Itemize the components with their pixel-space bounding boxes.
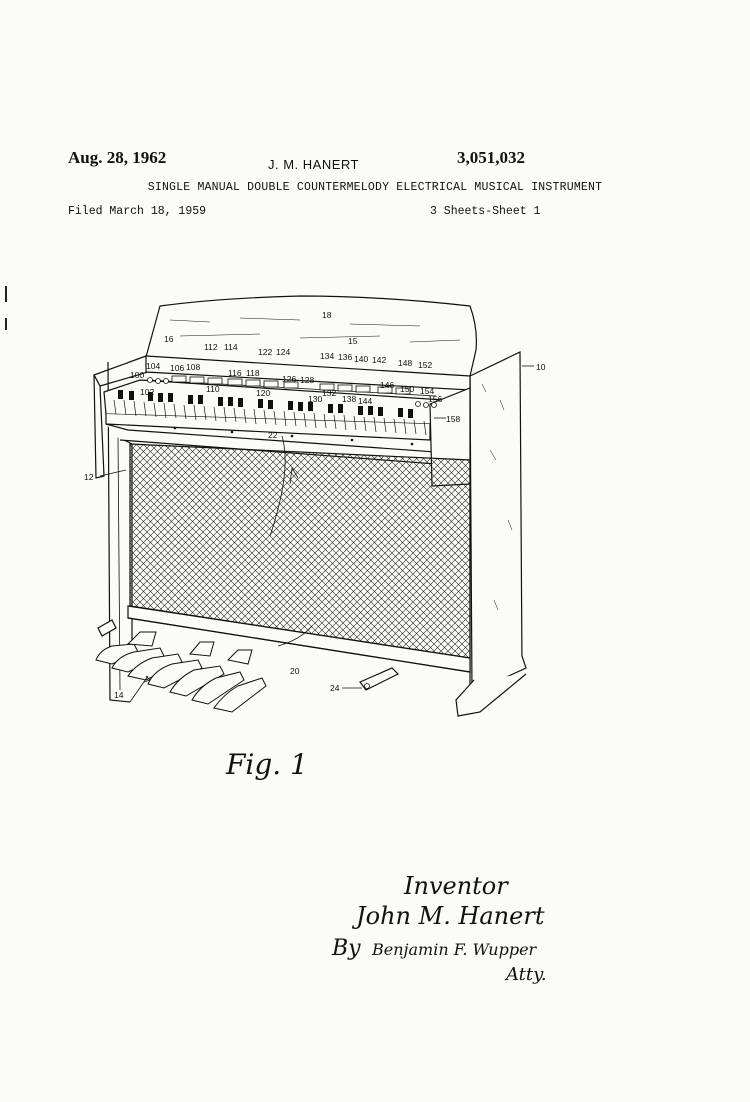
ref-132: 132 bbox=[322, 388, 337, 398]
ref-106: 106 bbox=[170, 363, 185, 373]
filing-date: Filed March 18, 1959 bbox=[68, 205, 207, 218]
ref-148: 148 bbox=[398, 358, 413, 368]
signature-role: Inventor bbox=[404, 872, 508, 900]
right-end-panel bbox=[470, 352, 522, 692]
ref-134: 134 bbox=[320, 351, 335, 361]
ref-140: 140 bbox=[354, 354, 369, 364]
ref-104: 104 bbox=[146, 361, 161, 371]
ref-120: 120 bbox=[256, 388, 271, 398]
ref-102: 102 bbox=[140, 387, 155, 397]
ref-128: 128 bbox=[300, 375, 315, 385]
signature-block bbox=[331, 872, 547, 985]
ref-114: 114 bbox=[224, 342, 238, 352]
ref-24: 24 bbox=[330, 683, 340, 693]
sheet-count: 3 Sheets-Sheet 1 bbox=[430, 205, 541, 218]
ref-10: 10 bbox=[536, 362, 546, 372]
ref-122: 122 bbox=[258, 347, 273, 357]
ref-22: 22 bbox=[268, 430, 278, 440]
ref-156: 156 bbox=[428, 394, 443, 404]
ref-130: 130 bbox=[308, 394, 323, 404]
leader-14 bbox=[130, 676, 148, 702]
signature-inventor: John M. Hanert bbox=[356, 902, 545, 930]
ref-126: 126 bbox=[282, 374, 297, 384]
ref-108: 108 bbox=[186, 362, 201, 372]
figure-caption: Fig. 1 bbox=[226, 748, 308, 781]
patent-date: Aug. 28, 1962 bbox=[68, 148, 167, 167]
ref-100: 100 bbox=[130, 370, 145, 380]
ref-18: 18 bbox=[322, 310, 332, 320]
signature-by: By bbox=[332, 936, 361, 961]
ref-152: 152 bbox=[418, 360, 433, 370]
ref-146: 146 bbox=[380, 380, 395, 390]
pedal-board bbox=[96, 632, 266, 712]
ref-158: 158 bbox=[446, 414, 461, 424]
signature-attorney: Benjamin F. Wupper bbox=[372, 940, 537, 959]
ref-136: 136 bbox=[338, 352, 353, 362]
ref-12: 12 bbox=[84, 472, 94, 482]
ref-20: 20 bbox=[290, 666, 300, 676]
ref-15: 15 bbox=[348, 336, 358, 346]
inventor-name: J. M. HANERT bbox=[268, 157, 359, 172]
patent-number: 3,051,032 bbox=[457, 148, 525, 167]
signature-atty-title: Atty. bbox=[506, 964, 547, 985]
ref-138: 138 bbox=[342, 394, 357, 404]
ref-150: 150 bbox=[400, 384, 415, 394]
ref-118: 118 bbox=[246, 368, 260, 378]
ref-142: 142 bbox=[372, 355, 387, 365]
ref-116: 116 bbox=[228, 368, 242, 378]
ref-110: 110 bbox=[206, 384, 220, 394]
ref-154: 154 bbox=[420, 386, 435, 396]
ref-112: 112 bbox=[204, 342, 218, 352]
patent-title: SINGLE MANUAL DOUBLE COUNTERMELODY ELECTRICAL MUSICAL INSTRUMENT bbox=[147, 181, 603, 194]
right-foot bbox=[456, 674, 526, 716]
ref-144: 144 bbox=[358, 396, 373, 406]
ref-16: 16 bbox=[164, 334, 174, 344]
ref-124: 124 bbox=[276, 347, 291, 357]
ref-14: 14 bbox=[114, 690, 124, 700]
